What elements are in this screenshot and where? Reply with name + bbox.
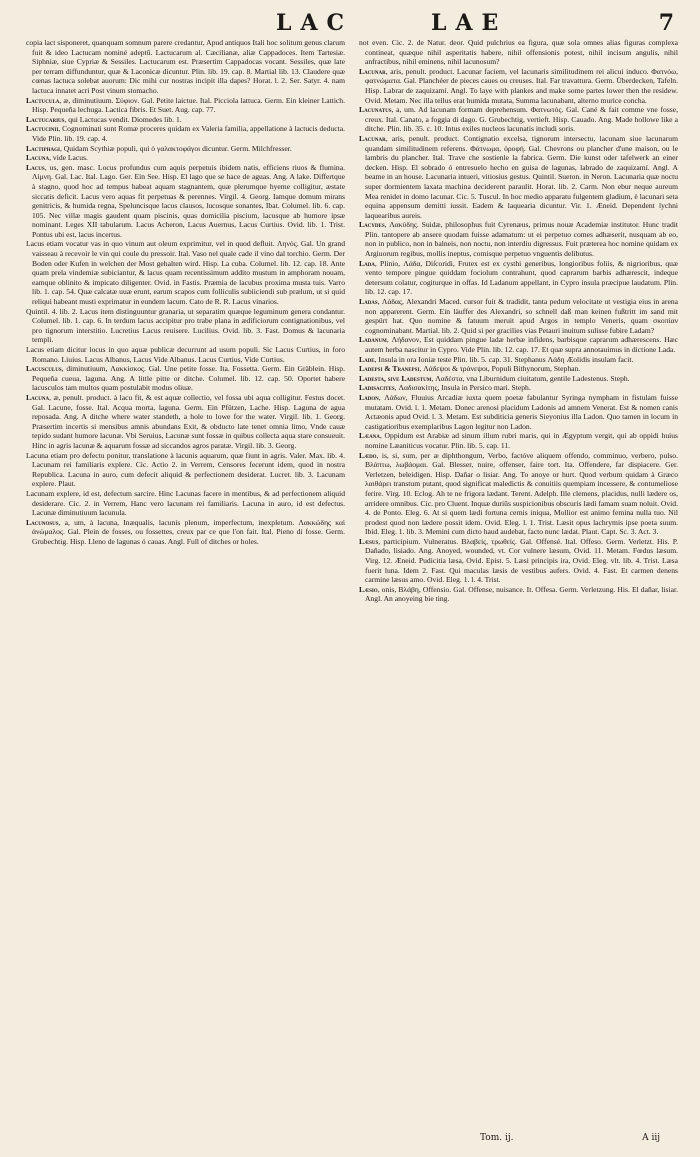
entry-text: , aris, penult. product. Lacunar faciem, vel lacunaris similitudinem rei alicui induco. Φατνόω, φατνώματα. Gal. Planchéer de pieces caues ou creuses. Ital. Far travattura. Germ. Überdecken, Tafeln. Hisp. Labrar de zaquizamí. Angl. To laye with plankes and make some partes lower then the residew. Ovid. Metam. Nec illa tellus erat humida mutata, Summa lacunabant, alterno murice concha. bbox=[365, 66, 678, 105]
entry-text: , Λάδων, Fluuius Arcadiæ iuxta quem poetæ fabulantur Syringa nympham in fistulam fuisse mutatam. Ovid. l. 1. Metam. Donec arenosi placidum Ladonis ad amnem Venerat. Est & nomen canis Actæonis apud Ovid. l. 3. Metam. Est subditicia generis Sieyonius illa Ladon. Quo tamen in locum in castigatioribus exemplaribus Lagon legitur non Ladon. bbox=[365, 392, 678, 431]
dictionary-entry bbox=[359, 335, 678, 354]
entry-headword: Læana bbox=[359, 431, 380, 441]
entry-text: , a, um. Ad lacunam formam deprehensum. Φατνωτός. Gal. Cané & fait comme vne fosse, creux. Ital. Canato, a foggia di dago. G. Grubechtig, vertieft. Hisp. Cauado. Ang. Made hollowe like a ditche. Plin. lib. 35. c. 10. Intus exiles nucleos lacunatis includi soris. bbox=[365, 105, 678, 134]
entry-text: , Quidam Scythiæ populi, qui ὁ γαλακτοφάγοι dicuntur. Germ. Milchfresser. bbox=[59, 143, 292, 153]
entry-headword: Ladon bbox=[359, 392, 379, 402]
dictionary-entry bbox=[359, 105, 678, 134]
dictionary-entry bbox=[359, 537, 678, 585]
entry-text: not even. Cic. 2. de Natur. deor. Quid pulchrius ea figura, quæ sola omnes alias figuras complexa contineat, quæque nihil asperitatis habere, nihil offensionis potest, nihil incisum angulis, nihil anfractibus, nihil eminens, nihil lacunosum? bbox=[359, 38, 678, 67]
entry-text: Lacus etiam dicitur locus in quo aquæ publicæ decurrunt ad usum populi. Sic Lacus Curtius, in foro Romano. Liuius. Lacus Albanus, Lacus Vide Albanus. Lacus Curtius, Vide Curtius. bbox=[26, 345, 345, 364]
dictionary-entry bbox=[359, 393, 678, 431]
entry-text: , Insula in ora Ioniæ teste Plin. lib. 5. cap. 31. Stephanus Λάδη Æolidis insulam facit. bbox=[374, 354, 634, 364]
entry-headword: Lacydes bbox=[359, 220, 385, 230]
dictionary-entry bbox=[26, 163, 345, 240]
entry-text: , Λαδισακίτης, Insula in Persico mari. Steph. bbox=[394, 383, 531, 393]
entry-headword: Lacus bbox=[26, 162, 45, 172]
dictionary-entry bbox=[359, 431, 678, 450]
entry-headword: Lacunar bbox=[359, 66, 386, 76]
entry-headword: Lactucinii bbox=[26, 124, 59, 134]
entry-headword: Ladanum bbox=[359, 335, 387, 345]
entry-headword: Lactucula bbox=[26, 95, 60, 105]
entry-headword: Lacusculus bbox=[26, 364, 62, 374]
dictionary-entry bbox=[359, 38, 678, 67]
entry-headword: Ladas bbox=[359, 297, 378, 307]
entry-headword: Lacunosus bbox=[26, 517, 59, 527]
entry-headword: Lacunatus bbox=[359, 105, 392, 115]
dictionary-entry bbox=[26, 451, 345, 489]
dictionary-entry bbox=[26, 239, 345, 306]
running-head-left: LAC bbox=[276, 10, 354, 36]
entry-text: Lacuna etiam pro defectu ponitur, translatione à lacunis aquarum, quæ fiunt in agris. Valer. Max. lib. 4. Lacunam rei familiaris explere. Cic. Actio 2. in Verrem, Censores fecerunt idem, quod in nostra Republica. Lacuna in auro, cum defecit aliquid & perfectionem desiderat. Lucret. lib. 3. Lacunam explere. Plaut. bbox=[26, 450, 345, 489]
entry-headword: Lactiphagi bbox=[26, 143, 60, 153]
entry-text: Lacunam explere, id est, defectum sarcire. Hinc Lacunas facere in mentibus, & ad perfectionem aliquid desiderare. Cic. 2. in Verrem, Hanc vero lacunam rei familiaris. Lacuna in auro, id est defectus. Lacunæ diminutiuum lacunula. bbox=[26, 488, 345, 518]
dictionary-entry bbox=[26, 364, 345, 393]
text-columns bbox=[26, 38, 678, 1138]
page-footer bbox=[0, 1133, 700, 1147]
dictionary-entry bbox=[359, 585, 678, 604]
entry-headword: Læsio bbox=[359, 584, 378, 594]
dictionary-entry bbox=[26, 345, 345, 364]
entry-text: , æ, penult. product. à lacu fit, & est aquæ collectio, vel fossa ubi aqua colligitur. Festus docet. Gal. Lacune, fosse. Ital. Acqua morta, laguna. Germ. Ein Pfützen, Lache. Hisp. Laguna de agua reposada. Ang. A ditche where water standeth, a hole to lowe for the water. Virgil. lib. 1. Georg. Præsertim incertis si mensibus amnis abundans Exit, & obducto late tenet omnia limo, Vnde cauæ tepido sudant humore lacunæ. Vbi Seruius, Lacunæ sunt fossæ in quibus collecta aqua stare consueuit. Hinc in agris lacunæ & aquarum fossæ ad siccandos agros paratæ. Virgil. lib. 3. Georg. bbox=[32, 392, 345, 450]
entry-text: , qui Lactucas vendit. Diomedes lib. 1. bbox=[64, 114, 182, 124]
dictionary-entry bbox=[26, 153, 345, 163]
entry-text: , Oppidum est Arabiæ ad sinum illum rubri maris, qui in Ægyptum vergit, qui ab oppidi huius nomine Læaniticus vocatur. Plin. lib. 5. cap. 11. bbox=[365, 431, 678, 450]
entry-headword: Ladisacites bbox=[359, 383, 395, 393]
signature-mark: Tom. ij. bbox=[480, 1133, 514, 1143]
entry-text: , is, si, sum, per æ diphthongum, Verbo, factóve aliquem offendo, comminuo, verbero, pulso. Βλάπτω, λωβάομαι. Gal. Blesser, nuire, offenser, faire tort. Ita. Offendere, far dispiacere. Ger. Verletzen, beleidigen. Hisp. Dañar o lisiar. Ang. To anoye or hurt. Quod verbum quidam à Græco λαιθάρει transtum putant, quod significat maledictis & conuitiis quempiam incessere, & contumeliose ferire. Virg. 10. Eclog. Ah te ne frigora lædant. Terent. Adelph. Ille clemens, placidus, nulli lædere os, arridere omnibus. Cic. pro Cluent. Inquæ duriūs suspicionibus obscuris lædi famam suam noluit. Ovid. 4. de Ponto. Eleg. 6. At si quem lædi fortuna cernis iniqua, Mollior est animo femina nulla tuo. Nil prodest quod non lædere possit idem. Ovid. Eleg. l. 1. Trist. Læsit opus lachrymis ipse poeta suum. Ibid. Eleg. 1. lib. 3. Memini cum dicto haud audebat, facto nunc lædat. Plaut. Capt. Sc. 3. Act. 3. bbox=[365, 450, 678, 537]
right-column bbox=[359, 38, 678, 1138]
entry-headword: Lacuna bbox=[26, 153, 50, 163]
entry-text: , a, um, à lacuna, Inæqualis, lacunis plenum, imperfectum, inexpletum. Λακκώδης καὶ ἀνώμαλος. Gal. Plein de fosses, ou fossettes, creux par ce que l'on fait. Ital. Pieno di fosse. Germ. Grubechtig. Hisp. Lleno de lagunas ó cauas. Angl. Full of ditches or holes. bbox=[32, 517, 345, 546]
entry-text: , Plinio, Λάδα, Diſcoridi, Frutex est ex cysthi generibus, longioribus foliis, & nigrioribus, quæ vento tempore pingue quiddam fociolum contrahunt, quod caprarum barbis adhærescit, indeque detersum colatur, cogiturque in offas. Id Ladanum appellant, in Cypro insula præcipue laudatum. Plin. lib. 12. cap. 17. bbox=[365, 258, 678, 297]
dictionary-entry bbox=[359, 297, 678, 335]
entry-headword: Lade bbox=[359, 354, 375, 364]
catchword: A iij bbox=[642, 1133, 660, 1143]
dictionary-entry bbox=[26, 96, 345, 115]
entry-text: , Λαδέστα, vna Liburnidum ciuitatum, gentile Ladestenus. Steph. bbox=[431, 373, 630, 383]
entry-text: , us, gen. masc. Locus profundus cum aquis perpetuis ibidem natis, efficiens riuos & flumina. Λίμνη. Gal. Lac. Ital. Lago. Ger. Ein See. Hisp. El lago que se hace de aguas. Ang. A lake. Differtque à stagno, quod hoc ad tempus habeat aquam stagnantem, quæ plerumque hyeme colligitur, æstate siccatis deficit. Lacus vero aquas fit perpetuas & perennes. Virgil. 4. Georg. Iamque domum mirans genitricis, & humida regna, Speluncisque lacus clausos, lucosque sonantes, Ibat. Columel. lib. 6. cap. 105. Nec villæ magis gaudent quam piscinis, quas domicilia piscium, lacusque ab humore ipsæ nominant. Leges XII tabularum. Lacus Acheron, Lacus Auernus, Lacus Curtius. Ovid. lib. 1. Trist. Pontus ubi est, lacus incertus. bbox=[32, 162, 345, 239]
entry-text: , Cognominati sunt Romæ proceres quidam ex Valeria familia, appellatione à lactucis deducta. Vide Plin. lib. 19. cap. 4. bbox=[32, 124, 345, 143]
dictionary-entry bbox=[359, 374, 678, 384]
running-head-right: LAE bbox=[431, 10, 508, 36]
dictionary-entry bbox=[359, 355, 678, 365]
entry-headword: Ladepsi & Tranepsi bbox=[359, 364, 420, 374]
entry-headword: Lacunar bbox=[359, 133, 386, 143]
dictionary-entry bbox=[26, 115, 345, 125]
dictionary-entry bbox=[26, 489, 345, 518]
entry-headword: Læsus bbox=[359, 536, 379, 546]
entry-text: , diminutiuum, Λακκίσκος. Gal. Une petite fosse. Ita. Fossetta. Germ. Ein Gräblein. Hisp. Pequeña cueua, laguna. Ang. A little pitte or ditche. Columel. lib. 12. cap. 50. Oportet habere lacusculos tam multos quam postulabit modus oliuæ. bbox=[32, 364, 345, 393]
entry-text: , Λάδας, Alexandri Maced. cursor fuit & tradidit, tanta pedum velocitate ut vestigia eius in arena non apparerent. Germ. Ein läuffer des Alexandri, so schnell daß man keinen fußtritt im sand mit gespürt hat. Quo nomine & fatuum meruit apud Argos in templo Veneris, quam σκοπίαν cognominabant. Martial. lib. 2. Quid si per gracilies vias Petauri inuitum sulisse fubire Ladam? bbox=[365, 297, 678, 335]
dictionary-entry bbox=[26, 393, 345, 451]
dictionary-entry bbox=[359, 134, 678, 220]
entry-text: , vide Lacus. bbox=[49, 153, 88, 163]
dictionary-entry bbox=[359, 259, 678, 297]
entry-text: copia lact sisponeret, quanquam somnum parere credantur, Apud antiquos Itali hoc solitum genus clarum fuit & ideo Lactucam nominé adeptū. Lactucarum al. Cæcilianæ, aliæ Cappadoces. Item Tartesiæ. Siphniæ, siue Cypriæ & Sessiles. Lactucarum est. Præsertim Cappadocas vocant. Sessiles, quæ late per terram diffunduntur, quæ & Laconicæ dicuntur. Plin. lib. 19. cap. 8. Martial lib. 13. Claudere quæ cœnas lactuca solebat auorum: Dic mihi cur nostras incipit illa dapes? Horat. l. 2. Ser. Satyr. 4. nam lactuca innatet acri Post vinum stomacho. bbox=[26, 38, 345, 95]
dictionary-entry bbox=[359, 364, 678, 374]
entry-text: , Λήδανον, Est quiddam pingue ladæ herbæ infidens, barbisque caprarum adhærescens. Hæc autem herba nascitur in Cypro. Vide Plin. lib. 12. cap. 17. Et quæ supra annotauimus in dictione Lada. bbox=[365, 335, 678, 354]
entry-text: , Λακύδης. Suidæ, philosophus fuit Cyrenæus, primus nouæ Academiæ institutor. Hunc tradit Plin. tantopere ab ansere quodam fuisse adamatum: ut ei perpetuo comes adhæserit, nusquam ab eo, non in publico, non in balneis, non noctu, non interdiu digressus. Fuit præterea hoc nomine quidam ex Argiuorum regibus, mollis ineptus, comisque perpetuo vnguentis delibutus. bbox=[365, 220, 678, 259]
dictionary-entry bbox=[26, 38, 345, 96]
dictionary-entry bbox=[359, 383, 678, 393]
entry-headword: Ladesta, sive Ladestum bbox=[359, 373, 432, 383]
dictionary-entry bbox=[26, 124, 345, 143]
entry-text: , participium. Vulneratus. Βλαβείς, τρωθείς. Gal. Offensé. Ital. Offeso. Germ. Verletzt. His. P. Dañado, lisiado. Ang. Anoyed, wounded, vt. Cor vulnere læsum, Ovid. 11. Metam. Fœdus læsum. Virg. 12. Æneid. Pudicitia læsa, Ovid. Epist. 5. Læsi principis ira, Ovid. Eleg. vlt. lib. 4. Trist. Læsa fuerit luna. Idem 2. Fast. Qui maculas læsis de vestibus aufers. Ovid. 4. Fast. Et carmen denens carmine læsus amo. Ovid. Eleg. 1. l. 4. Trist. bbox=[365, 536, 678, 585]
dictionary-entry bbox=[359, 451, 678, 537]
page-number: 7 bbox=[658, 10, 674, 36]
entry-text: Quintil. 4. lib. 2. Lacus item distinguuntur granaria, ut separatim quæque leguminum genera condantur. Columel. lib. 1. cap. 6. In terdum lacus accipitur pro trabe plana in ædificiorum contignationibus, vel pro tignorum interstitio. Lucretius Lacus reuisere. Lucilius. Ovid. lib. 3. Fast. Domus & lacunaria templi. bbox=[26, 306, 345, 345]
dictionary-entry bbox=[26, 144, 345, 154]
entry-headword: Lacuna bbox=[26, 392, 50, 402]
dictionary-entry bbox=[26, 307, 345, 345]
entry-headword: Lada bbox=[359, 258, 375, 268]
page-header bbox=[26, 8, 678, 38]
entry-headword: Lædo bbox=[359, 450, 377, 460]
dictionary-entry bbox=[359, 67, 678, 105]
entry-text: Lacus etiam vocatur vas in quo vinum aut oleum exprimitur, vel in quod defluit. Ληνός. Gal. Un grand vaisseau à recevoir le vin qui coule du pressoir. Ital. Vaso nel quale cade il vino dal torchio. Germ. Der Boden oder Kufen in welchen der Most gehalten wird. Hisp. La cuba. Columel. lib. 12. cap. 18. Ante quam prela vindemiæ subiciantur, & lacus quam recentissimum addito mustum in amphoram nouam, eamque oblinito & impicato diligenter. Ovid. in Fastis. Præmia de lacubus proxima musta tuis. Varro lib. 1. cap. 54. Quæ calcatæ uuæ erunt, earum scapos cum folliculis subiiciendi sub prælum, ut si quid reliqui habeant musti exprimatur in eundem lacum. Cato de R. R. Lacus vinarios. bbox=[26, 239, 345, 307]
entry-text: , Λάδεψοι & τράνεψοι, Populi Bithynorum, Stephan. bbox=[419, 364, 581, 374]
entry-text: , æ, diminutiuum. Σύφιον. Gal. Petite laictue. Ital. Picciola lattuca. Germ. Ein kleiner Lattich. Hisp. Pequeña lechuga. Lactica fibris. Et Suet. Aug. cap. 77. bbox=[32, 95, 345, 115]
dictionary-entry bbox=[359, 220, 678, 258]
entry-text: , aris, penult. product. Contignatio excelsa, tignorum intersectu, lacunam siue lacunarum quandam similitudinem referens. Φάτνωμα, ὀροφή. Gal. Chevrons ou plancher d'une maison, ou le lambris du plancher. Ital. Trave che sostienle la fabrica. Germ. Die kunst oder tafelwerk an einer decken. Hisp. El sobrado ó entresuelo hecho en guisa de lagunas, labrado de zaquizamí. Angl. A beame in an house. Lacunaria intueri, vitiosius gestus. Quintil. Sueton. in Neron. Lacunaria quæ noctu super dormientem laxata machina deciderent paraulit. Horat. lib. 2. Carm. Non ebur neque aureum Mea renidet in domo lacunar. Cic. 5. Tuscul. In hoc medio apparatu fulgentem gladium, è lacunari seta equina appensum demitti iussit. Eadem & laquearia dicuntur. Vir. 1. Æneid. Dependent lychni laquearibus aureis. bbox=[365, 133, 678, 220]
entry-headword: Lactucarius bbox=[26, 114, 65, 124]
left-column bbox=[26, 38, 345, 1138]
dictionary-entry bbox=[26, 518, 345, 547]
entry-text: , onis, Βλάβη, Offensio. Gal. Offense, nuisance. It. Offesa. Germ. Verletzung. His. El dañar, lisiar. Angl. An anoyeing bie ting. bbox=[365, 584, 678, 604]
